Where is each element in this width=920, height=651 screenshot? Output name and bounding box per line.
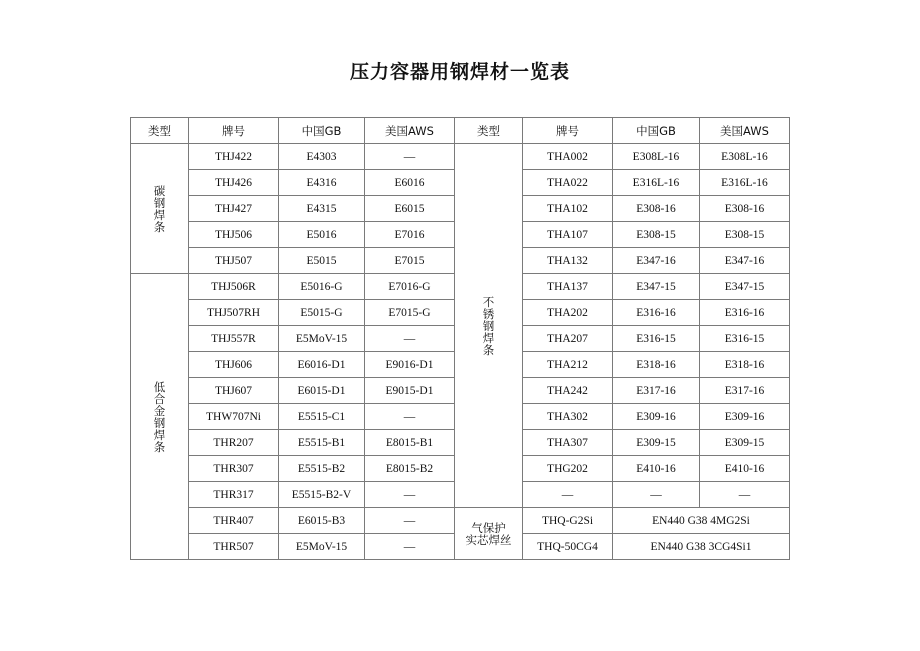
right-gb-cell: E316-15: [613, 326, 700, 352]
category-stainless-char: 锈: [482, 306, 495, 321]
left-aws-cell: E9015-D1: [365, 378, 455, 404]
right-aws-cell: E308-16: [700, 196, 790, 222]
header-cell: 类型: [455, 118, 523, 144]
gas-standard-cell: EN440 G38 4MG2Si: [613, 508, 790, 534]
right-aws-cell: E316-16: [700, 300, 790, 326]
left-grade-cell: THJ607: [189, 378, 279, 404]
right-grade-cell: THA202: [523, 300, 613, 326]
left-grade-cell: THJ506R: [189, 274, 279, 300]
welding-materials-table: [130, 117, 790, 560]
category-low-alloy-char: 焊: [153, 427, 166, 442]
right-aws-cell: E347-15: [700, 274, 790, 300]
left-grade-cell: THR407: [189, 508, 279, 534]
category-carbon-steel-char: 焊: [153, 207, 166, 222]
right-grade-cell: THA242: [523, 378, 613, 404]
left-gb-cell: E5015: [279, 248, 365, 274]
table-row: [131, 508, 790, 534]
right-grade-cell: THA107: [523, 222, 613, 248]
category-stainless-char: 不: [482, 294, 495, 309]
right-gb-cell: E318-16: [613, 352, 700, 378]
category-carbon-steel-char: 条: [153, 219, 166, 234]
left-aws-cell: —: [365, 482, 455, 508]
right-aws-cell: E309-15: [700, 430, 790, 456]
right-grade-cell: THA307: [523, 430, 613, 456]
left-grade-cell: THW707Ni: [189, 404, 279, 430]
left-gb-cell: E5515-C1: [279, 404, 365, 430]
left-grade-cell: THR507: [189, 534, 279, 560]
right-grade-cell: THA132: [523, 248, 613, 274]
right-gb-cell: E316L-16: [613, 170, 700, 196]
header-cell: 美国AWS: [365, 118, 455, 144]
right-gb-cell: E308-16: [613, 196, 700, 222]
category-low-alloy-char: 钢: [153, 415, 166, 430]
left-grade-cell: THR207: [189, 430, 279, 456]
left-grade-cell: THR307: [189, 456, 279, 482]
left-aws-cell: E7016-G: [365, 274, 455, 300]
left-aws-cell: —: [365, 144, 455, 170]
left-gb-cell: E6016-D1: [279, 352, 365, 378]
right-grade-cell: THA002: [523, 144, 613, 170]
category-stainless-char: 条: [482, 342, 495, 357]
left-gb-cell: E6015-D1: [279, 378, 365, 404]
right-gb-cell: E308-15: [613, 222, 700, 248]
right-grade-cell: THA207: [523, 326, 613, 352]
left-gb-cell: E5016-G: [279, 274, 365, 300]
right-grade-cell: —: [523, 482, 613, 508]
right-gb-cell: —: [613, 482, 700, 508]
right-grade-cell: THA137: [523, 274, 613, 300]
right-gb-cell: E316-16: [613, 300, 700, 326]
right-grade-cell: THA102: [523, 196, 613, 222]
document-title: 压力容器用钢焊材一览表: [349, 61, 570, 83]
left-aws-cell: —: [365, 326, 455, 352]
left-grade-cell: THJ557R: [189, 326, 279, 352]
right-aws-cell: —: [700, 482, 790, 508]
category-stainless: [455, 144, 523, 508]
left-aws-cell: E7015: [365, 248, 455, 274]
category-low-alloy-char: 金: [153, 403, 166, 418]
left-gb-cell: E5515-B2-V: [279, 482, 365, 508]
header-cell: 牌号: [189, 118, 279, 144]
table-body: [131, 118, 790, 560]
category-carbon-steel-char: 钢: [153, 195, 166, 210]
left-gb-cell: E5016: [279, 222, 365, 248]
category-gas-wire: [455, 508, 523, 560]
left-aws-cell: —: [365, 404, 455, 430]
header-cell: 中国GB: [613, 118, 700, 144]
left-grade-cell: THR317: [189, 482, 279, 508]
right-aws-cell: E308-15: [700, 222, 790, 248]
right-aws-cell: E309-16: [700, 404, 790, 430]
left-gb-cell: E5MoV-15: [279, 534, 365, 560]
header-cell: 中国GB: [279, 118, 365, 144]
left-gb-cell: E5MoV-15: [279, 326, 365, 352]
left-aws-cell: E6016: [365, 170, 455, 196]
right-grade-cell: THA302: [523, 404, 613, 430]
left-gb-cell: E5515-B2: [279, 456, 365, 482]
right-aws-cell: E410-16: [700, 456, 790, 482]
left-gb-cell: E6015-B3: [279, 508, 365, 534]
category-gas-wire-char: 气保护: [471, 520, 506, 535]
category-low-alloy-char: 条: [153, 439, 166, 454]
left-aws-cell: E9016-D1: [365, 352, 455, 378]
table-header-row: [131, 118, 790, 144]
left-aws-cell: —: [365, 508, 455, 534]
category-low-alloy-char: 低: [153, 379, 166, 394]
right-grade-cell: THA212: [523, 352, 613, 378]
left-aws-cell: E8015-B1: [365, 430, 455, 456]
right-gb-cell: E309-16: [613, 404, 700, 430]
left-aws-cell: —: [365, 534, 455, 560]
left-aws-cell: E8015-B2: [365, 456, 455, 482]
category-gas-wire-char: 实芯焊丝: [465, 532, 512, 547]
left-grade-cell: THJ606: [189, 352, 279, 378]
left-gb-cell: E4303: [279, 144, 365, 170]
right-gb-cell: E309-15: [613, 430, 700, 456]
right-gb-cell: E347-15: [613, 274, 700, 300]
right-grade-cell: THA022: [523, 170, 613, 196]
right-gb-cell: E347-16: [613, 248, 700, 274]
right-aws-cell: E316L-16: [700, 170, 790, 196]
left-grade-cell: THJ422: [189, 144, 279, 170]
left-gb-cell: E5515-B1: [279, 430, 365, 456]
left-aws-cell: E7016: [365, 222, 455, 248]
left-grade-cell: THJ426: [189, 170, 279, 196]
right-gb-cell: E410-16: [613, 456, 700, 482]
left-aws-cell: E6015: [365, 196, 455, 222]
right-aws-cell: E318-16: [700, 352, 790, 378]
gas-standard-cell: EN440 G38 3CG4Si1: [613, 534, 790, 560]
category-stainless-char: 钢: [482, 318, 495, 333]
left-gb-cell: E5015-G: [279, 300, 365, 326]
category-carbon-steel-char: 碳: [153, 183, 166, 198]
left-grade-cell: THJ507: [189, 248, 279, 274]
left-grade-cell: THJ506: [189, 222, 279, 248]
header-cell: 类型: [131, 118, 189, 144]
right-grade-cell: THQ-G2Si: [523, 508, 613, 534]
left-grade-cell: THJ507RH: [189, 300, 279, 326]
right-aws-cell: E317-16: [700, 378, 790, 404]
right-grade-cell: THQ-50CG4: [523, 534, 613, 560]
category-low-alloy-char: 合: [153, 391, 166, 406]
header-cell: 美国AWS: [700, 118, 790, 144]
right-aws-cell: E316-15: [700, 326, 790, 352]
category-low-alloy: [131, 274, 189, 560]
right-gb-cell: E317-16: [613, 378, 700, 404]
left-aws-cell: E7015-G: [365, 300, 455, 326]
category-carbon-steel: [131, 144, 189, 274]
right-aws-cell: E308L-16: [700, 144, 790, 170]
header-cell: 牌号: [523, 118, 613, 144]
category-stainless-char: 焊: [482, 330, 495, 345]
table-row: [131, 144, 790, 170]
right-grade-cell: THG202: [523, 456, 613, 482]
right-aws-cell: E347-16: [700, 248, 790, 274]
left-grade-cell: THJ427: [189, 196, 279, 222]
right-gb-cell: E308L-16: [613, 144, 700, 170]
left-gb-cell: E4315: [279, 196, 365, 222]
left-gb-cell: E4316: [279, 170, 365, 196]
